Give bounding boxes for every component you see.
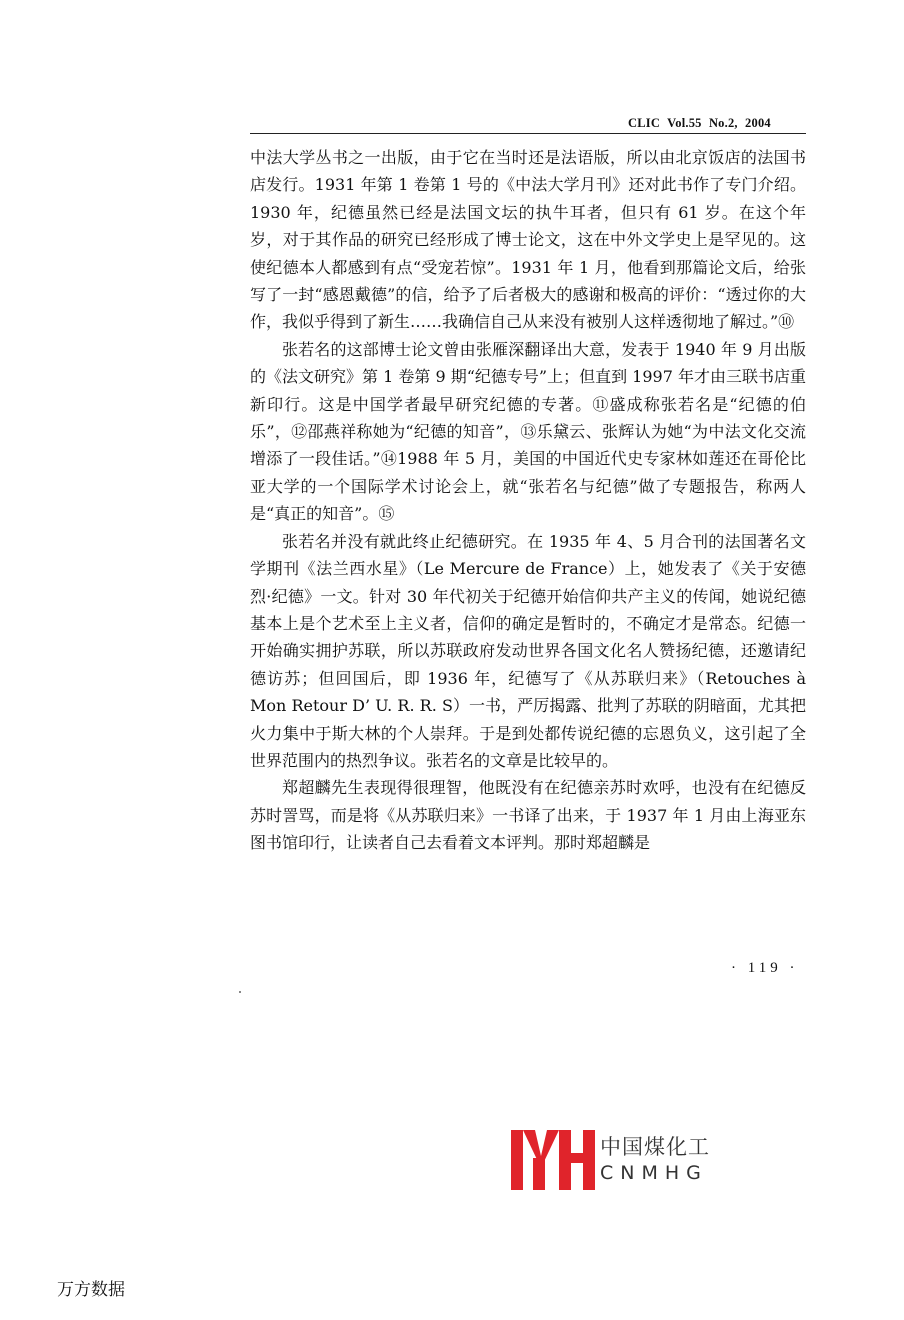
page-number: · 119 · [731, 960, 799, 976]
watermark-text: 万方数据 [57, 1280, 125, 1300]
volume-label: Vol.55 [667, 116, 702, 130]
article-body [250, 144, 806, 857]
header-rule [250, 133, 806, 134]
paragraph-3: 张若名并没有就此终止纪德研究。在 1935 年 4、5 月合刊的法国著名文学期刊《法兰西水星》（Le Mercure de France）上，她发表了《关于安德烈·纪德》一文。针对 30 年代初关于纪德开始信仰共产主义的传闻，她说纪德基本上是个艺术至上主义者，信仰的确定是暂时的，不确定才是常态。纪德一开始确实拥护苏联，所以苏联政府发动世界各国文化名人赞扬纪德，还邀请纪德访苏；但回国后，即 1936 年，纪德写了《从苏联归来》（Retouches à Mon Retour D’ U. R. R. S）一书，严厉揭露、批判了苏联的阴暗面，尤其把火力集中于斯大林的个人崇拜。于是到处都传说纪德的忘恩负义，这引起了全世界范围内的热烈争议。张若名的文章是比较早的。 [250, 531, 806, 770]
paragraph-2: 张若名的这部博士论文曾由张雁深翻译出大意，发表于 1940 年 9 月出版的《法文研究》第 1 卷第 9 期“纪德专号”上；但直到 1997 年才由三联书店重新印行。这是中国学者最早研究纪德的专著。⑪盛成称张若名是“纪德的伯乐”，⑫邵燕祥称她为“纪德的知音”，⑬乐黛云、张辉认为她“为中法文化交流增添了一段佳话。”⑭1988 年 5 月，美国的中国近代史专家林如莲还在哥伦比亚大学的一个国际学术讨论会上，就“张若名与纪德”做了专题报告，称两人是“真正的知音”。⑮ [250, 339, 806, 524]
year-label: 2004 [745, 116, 771, 130]
running-header [628, 116, 775, 131]
paragraph-1: 中法大学丛书之一出版，由于它在当时还是法语版，所以由北京饭店的法国书店发行。1931 年第 1 卷第 1 号的《中法大学月刊》还对此书作了专门介绍。1930 年，纪德虽然已经是法国文坛的执牛耳者，但只有 61 岁。在这个年岁，对于其作品的研究已经形成了博士论文，这在中外文学史上是罕见的。这使纪德本人都感到有点“受宠若惊”。1931 年 1 月，他看到那篇论文后，给张写了一封“感恩戴德”的信，给予了后者极大的感谢和极高的评价：“透过你的大作，我似乎得到了新生……我确信自己从来没有被别人这样透彻地了解过。”⑩ [250, 148, 806, 332]
paragraph-4: 郑超麟先生表现得很理智，他既没有在纪德亲苏时欢呼，也没有在纪德反苏时詈骂，而是将《从苏联归来》一书译了出来，于 1937 年 1 月由上海亚东图书馆印行，让读者自己去看着文本评判。那时郑超麟是 [250, 778, 806, 853]
logo-name-en: CNMHG [600, 1162, 708, 1184]
number-label: No.2, [708, 116, 738, 130]
scan-speck [239, 991, 241, 993]
logo-name-cn: 中国煤化工 [600, 1135, 710, 1159]
journal-abbrev: CLIC [628, 116, 661, 130]
